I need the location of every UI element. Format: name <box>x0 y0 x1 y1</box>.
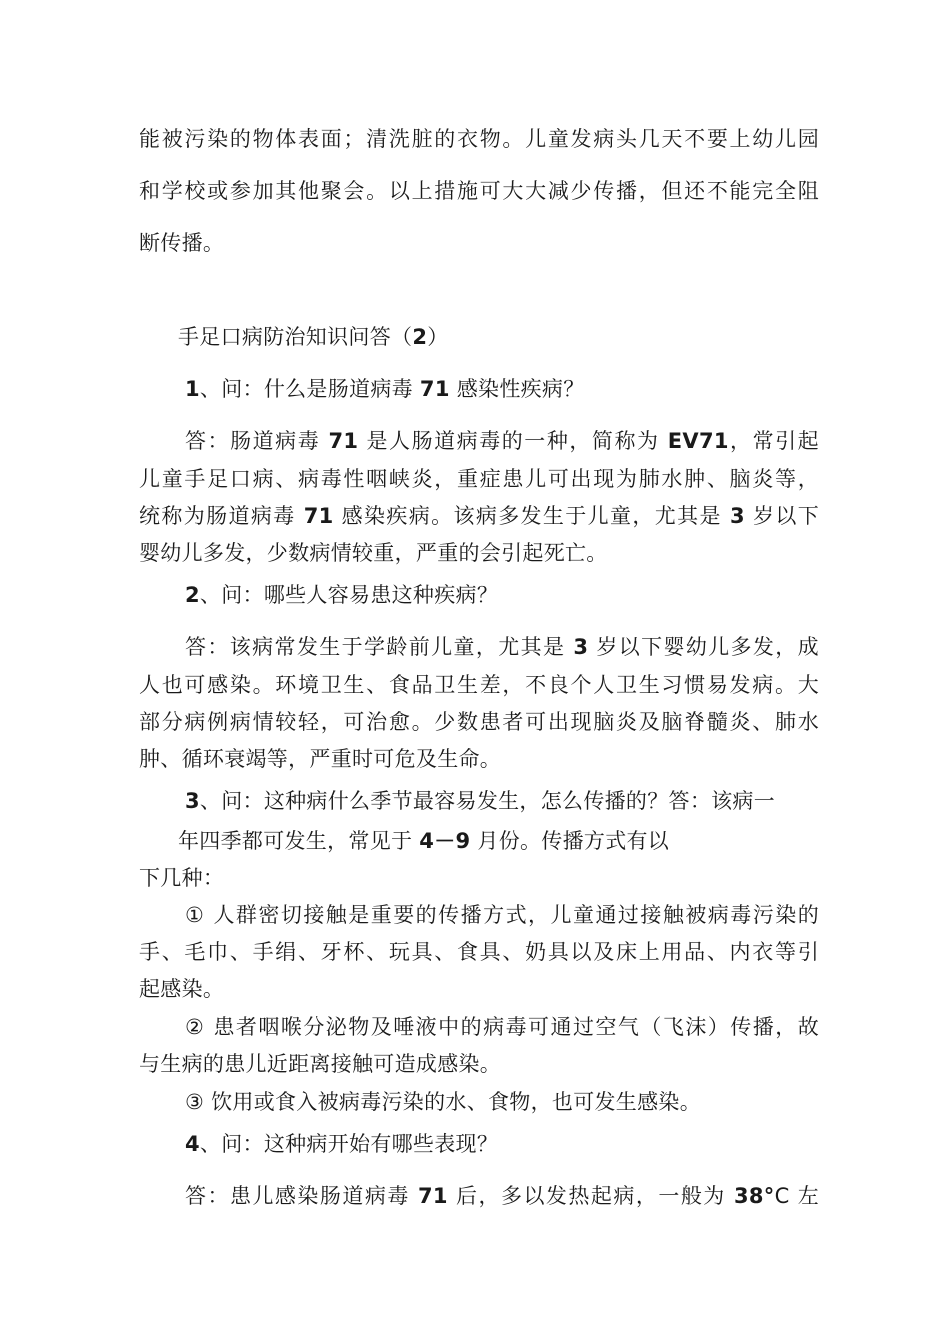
answer-2-line-1: 答：该病常发生于学龄前儿童，尤其是 3 岁以下婴幼儿多发，成 <box>185 635 819 659</box>
section-title: 手足口病防治知识问答（2） <box>178 325 449 349</box>
answer-3-line-1: 年四季都可发生，常见于 4－9 月份。传播方式有以 <box>178 829 670 853</box>
point-2-line-1: ② 患者咽喉分泌物及唾液中的病毒可通过空气（飞沫）传播，故 <box>185 1015 819 1039</box>
intro-line-3: 断传播。 <box>139 231 225 255</box>
intro-line-1: 能被污染的物体表面；清洗脏的衣物。儿童发病头几天不要上幼儿园 <box>139 127 819 151</box>
point-3: ③ 饮用或食入被病毒污染的水、食物，也可发生感染。 <box>185 1090 701 1114</box>
answer-1-line-1: 答：肠道病毒 71 是人肠道病毒的一种，简称为 EV71，常引起 <box>185 429 819 453</box>
answer-2-line-2: 人也可感染。环境卫生、食品卫生差，不良个人卫生习惯易发病。大 <box>139 673 819 697</box>
answer-3-line-2: 下几种： <box>139 866 225 890</box>
answer-2-line-4: 肿、循环衰竭等，严重时可危及生命。 <box>139 747 502 771</box>
question-3: 3、问：这种病什么季节最容易发生，怎么传播的？答：该病一 <box>185 789 776 813</box>
point-2-line-2: 与生病的患儿近距离接触可造成感染。 <box>139 1052 502 1076</box>
question-1: 1、问：什么是肠道病毒 71 感染性疾病？ <box>185 377 585 401</box>
point-1-line-1: ① 人群密切接触是重要的传播方式，儿童通过接触被病毒污染的 <box>185 903 819 927</box>
point-1-line-2: 手、毛巾、手绢、牙杯、玩具、食具、奶具以及床上用品、内衣等引 <box>139 940 819 964</box>
answer-1-line-3: 统称为肠道病毒 71 感染疾病。该病多发生于儿童，尤其是 3 岁以下 <box>139 504 820 528</box>
answer-1-line-2: 儿童手足口病、病毒性咽峡炎，重症患儿可出现为肺水肿、脑炎等， <box>139 467 819 491</box>
intro-line-2: 和学校或参加其他聚会。以上措施可大大减少传播，但还不能完全阻 <box>139 179 819 203</box>
answer-1-line-4: 婴幼儿多发，少数病情较重，严重的会引起死亡。 <box>139 541 608 565</box>
point-1-line-3: 起感染。 <box>139 977 225 1001</box>
question-2: 2、问：哪些人容易患这种疾病？ <box>185 583 499 607</box>
answer-2-line-3: 部分病例病情较轻，可治愈。少数患者可出现脑炎及脑脊髓炎、肺水 <box>139 710 819 734</box>
answer-4-line-1: 答：患儿感染肠道病毒 71 后，多以发热起病，一般为 38°C 左 <box>185 1184 820 1208</box>
question-4: 4、问：这种病开始有哪些表现？ <box>185 1132 499 1156</box>
